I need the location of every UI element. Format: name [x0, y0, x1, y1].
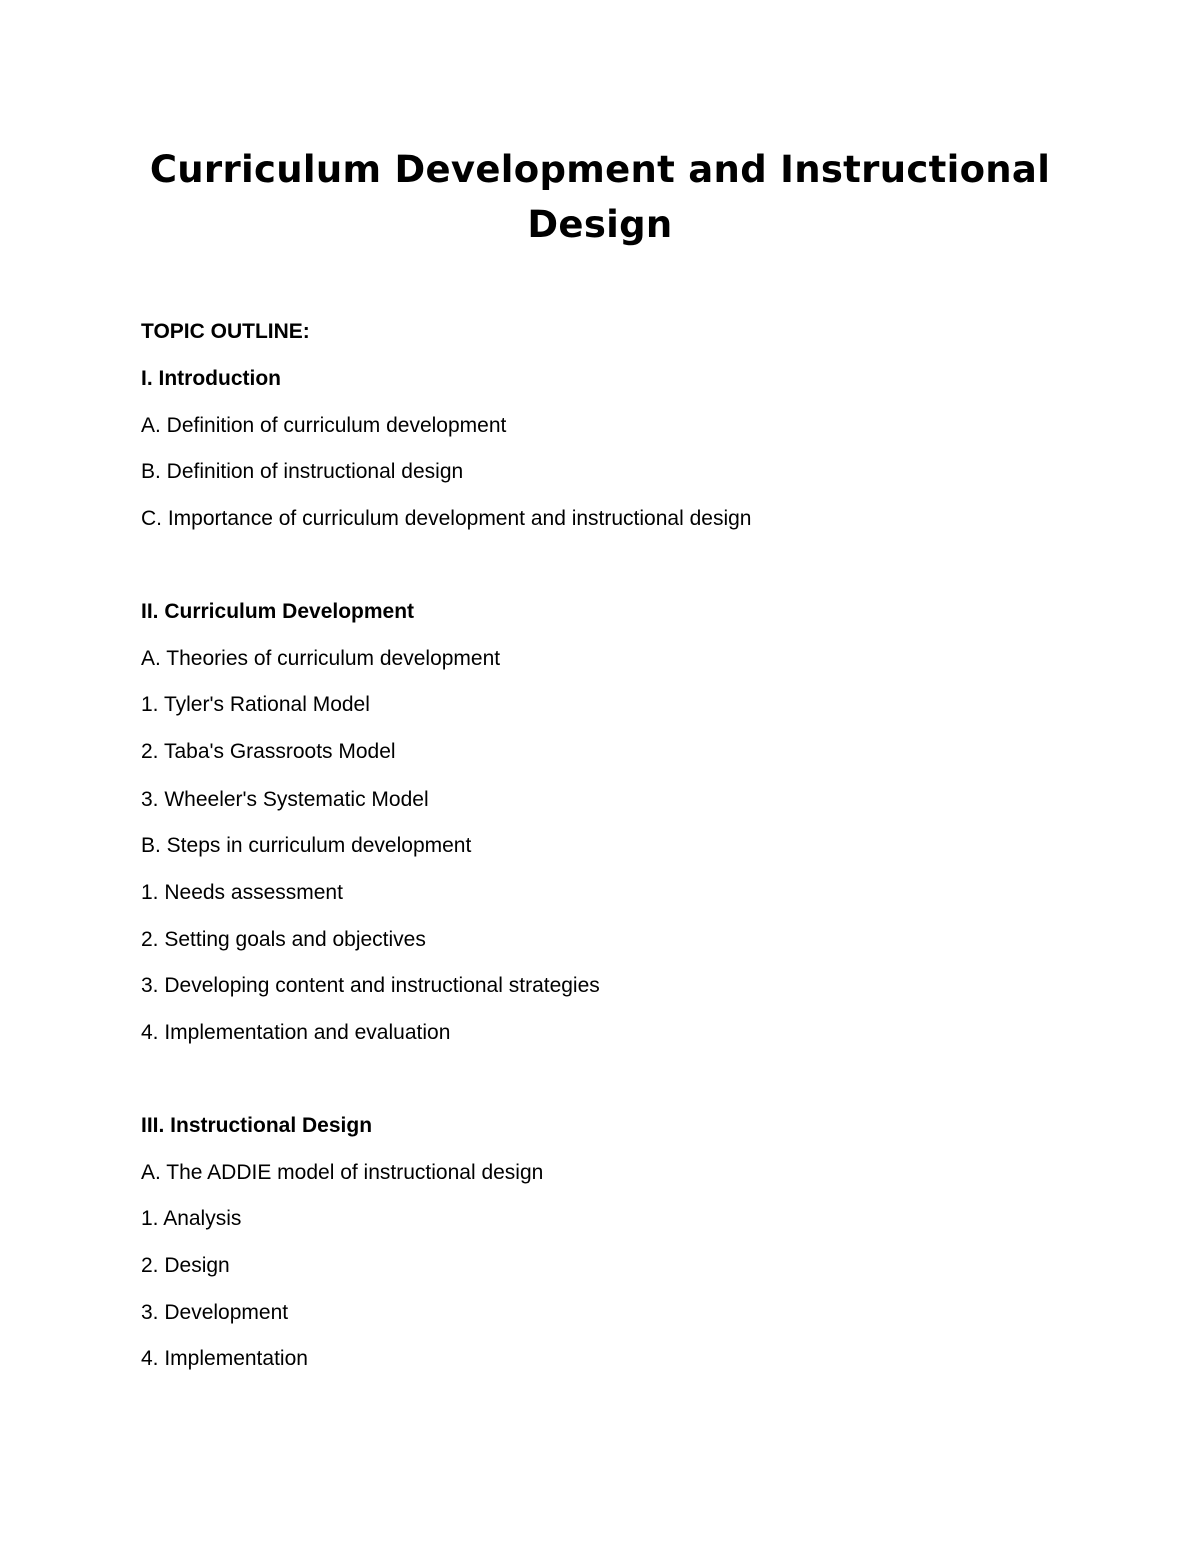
section-heading-introduction: I. Introduction: [141, 367, 281, 390]
topic-outline-label: TOPIC OUTLINE:: [141, 320, 310, 343]
outline-item: A. The ADDIE model of instructional design: [141, 1161, 544, 1184]
outline-item: B. Definition of instructional design: [141, 460, 464, 483]
outline-item: 3. Development: [141, 1301, 289, 1324]
outline-item: 2. Setting goals and objectives: [141, 928, 426, 951]
outline-item: 3. Wheeler's Systematic Model: [141, 788, 429, 811]
outline-item: 1. Tyler's Rational Model: [141, 693, 370, 716]
document-title: Curriculum Development and Instructional Design: [149, 148, 1051, 246]
outline-item: 4. Implementation and evaluation: [141, 1021, 451, 1044]
outline-item: 1. Needs assessment: [141, 881, 343, 904]
outline-item: 2. Design: [141, 1254, 230, 1277]
outline-item: A. Definition of curriculum development: [141, 414, 507, 437]
section-heading-instructional-design: III. Instructional Design: [141, 1114, 373, 1137]
outline-item: B. Steps in curriculum development: [141, 834, 472, 857]
section-heading-curriculum-development: II. Curriculum Development: [141, 600, 415, 623]
outline-item: 4. Implementation: [141, 1347, 308, 1370]
outline-item: C. Importance of curriculum development and instructional design: [141, 507, 752, 530]
outline-item: 2. Taba's Grassroots Model: [141, 740, 396, 763]
outline-item: 3. Developing content and instructional strategies: [141, 974, 600, 997]
outline-item: A. Theories of curriculum development: [141, 647, 501, 670]
outline-item: 1. Analysis: [141, 1207, 242, 1230]
